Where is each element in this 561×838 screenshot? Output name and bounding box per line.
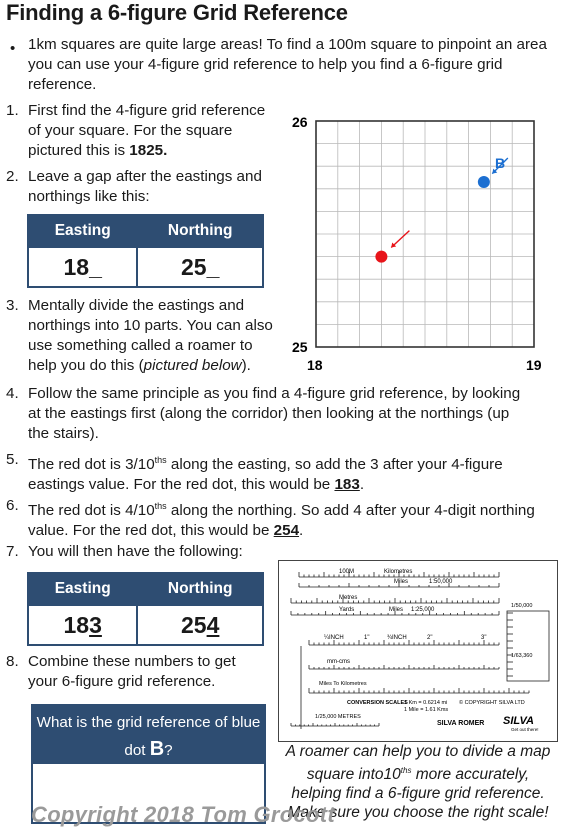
easting-value: 18_ xyxy=(28,247,137,287)
grid-square-diagram xyxy=(290,108,552,378)
red-dot xyxy=(375,251,387,263)
svg-text:1 Mile = 1.61 Kms: 1 Mile = 1.61 Kms xyxy=(404,707,449,713)
svg-text:2": 2" xyxy=(427,635,433,641)
svg-text:1/25,000 METRES: 1/25,000 METRES xyxy=(315,714,361,720)
result-table xyxy=(27,572,264,646)
step-number: 4. xyxy=(6,385,19,402)
svg-text:1": 1" xyxy=(364,635,370,641)
step-2-text: Leave a gap after the eastings and northings like this: xyxy=(28,168,262,205)
step-7-text: You will then have the following: xyxy=(28,543,243,560)
svg-text:1/50,000: 1/50,000 xyxy=(511,603,533,609)
svg-text:Kilometres: Kilometres xyxy=(384,569,413,575)
step-number: 1. xyxy=(6,102,19,119)
step-1-text: First find the 4-figure grid reference of your square. For the square pictured this is 1825. xyxy=(28,102,266,159)
svg-text:Miles: Miles xyxy=(389,607,404,613)
blue-dot-label: B xyxy=(495,155,506,171)
step-number: 7. xyxy=(6,543,19,560)
svg-text:Metres: Metres xyxy=(339,595,358,601)
step-number: 2. xyxy=(6,168,19,185)
easting-header: Easting xyxy=(28,573,137,605)
svg-text:1:25,000: 1:25,000 xyxy=(411,607,435,613)
blue-dot-letter: B xyxy=(149,738,165,760)
svg-text:© COPYRIGHT SILVA LTD: © COPYRIGHT SILVA LTD xyxy=(459,700,525,706)
svg-text:Miles To Kilometres: Miles To Kilometres xyxy=(319,681,367,687)
easting-left-label: 18 xyxy=(307,357,323,373)
svg-text:SILVA ROMER: SILVA ROMER xyxy=(437,720,485,727)
northing-bottom-label: 25 xyxy=(292,339,308,355)
svg-text:Yards: Yards xyxy=(339,607,355,613)
blue-dot xyxy=(478,176,490,188)
northing-header: Northing xyxy=(137,215,263,247)
svg-text:Miles: Miles xyxy=(394,579,409,585)
roamer-drawing xyxy=(279,561,557,741)
step-4-text: Follow the same principle as you find a 4-figure grid reference, by looking at the eastings first (along the corridor) then looking at the northings (up the stairs). xyxy=(28,385,521,442)
svg-text:¼INCH: ¼INCH xyxy=(324,635,344,641)
gap-table xyxy=(27,214,264,288)
northing-value: 254 xyxy=(137,605,263,645)
northing-value: 25_ xyxy=(137,247,263,287)
svg-text:mm-cms: mm-cms xyxy=(327,659,350,665)
svg-text:SILVA: SILVA xyxy=(503,715,534,727)
easting-value: 183 xyxy=(28,605,137,645)
northing-top-label: 26 xyxy=(292,114,308,130)
step-number: 5. xyxy=(6,451,19,468)
intro-text: 1km squares are quite large areas! To find a 100m square to pinpoint an area you can use your 4-figure grid reference to help you find a 6-figure grid reference. xyxy=(28,36,547,93)
roamer-corner-scale xyxy=(507,611,549,681)
step-number: 8. xyxy=(6,653,19,670)
step-3-text: Mentally divide the eastings and northings into 10 parts. You can also use something called a roamer to help you do this (pictured below). xyxy=(28,297,273,374)
copyright-text: Copyright 2018 Tom Grocott xyxy=(31,802,336,827)
svg-text:¾INCH: ¾INCH xyxy=(387,635,407,641)
svg-text:Get out there!: Get out there! xyxy=(511,727,539,732)
roamer-caption: A roamer can help you to divide a map square $into10^{ths}$ more accurately, helping find a 6-figure grid reference. Make sure you choose the right scale! xyxy=(285,743,551,822)
step-number: 3. xyxy=(6,297,19,314)
easting-header: Easting xyxy=(28,215,137,247)
svg-text:1:50,000: 1:50,000 xyxy=(429,579,453,585)
svg-text:3": 3" xyxy=(481,635,487,641)
svg-text:CONVERSION SCALES: CONVERSION SCALES xyxy=(347,700,408,706)
svg-text:1/63,360: 1/63,360 xyxy=(511,653,533,659)
bullet-marker: • xyxy=(10,40,16,57)
svg-text:100M: 100M xyxy=(339,569,355,575)
step-number: 6. xyxy=(6,497,19,514)
step-5-text: The red dot is $3/10^{ths}$ along the easting, so add the 3 after your 4-figure eastings value. For the red dot, this would be 183. xyxy=(28,455,503,494)
question-header: What is the grid reference of blue dot B? xyxy=(33,706,264,764)
step-8-text: Combine these numbers to get your 6-figure grid reference. xyxy=(28,653,236,690)
svg-text:1 Km = 0.6214 mi: 1 Km = 0.6214 mi xyxy=(404,700,448,706)
roamer-image xyxy=(278,560,558,742)
easting-right-label: 19 xyxy=(526,357,542,373)
northing-header: Northing xyxy=(137,573,263,605)
step-6-text: The red dot is $4/10^{ths}$ along the northing. So add 4 after your 4-digit northing value. For the red dot, this would be 254. xyxy=(28,501,535,540)
page-title: Finding a 6-figure Grid Reference xyxy=(6,0,348,25)
